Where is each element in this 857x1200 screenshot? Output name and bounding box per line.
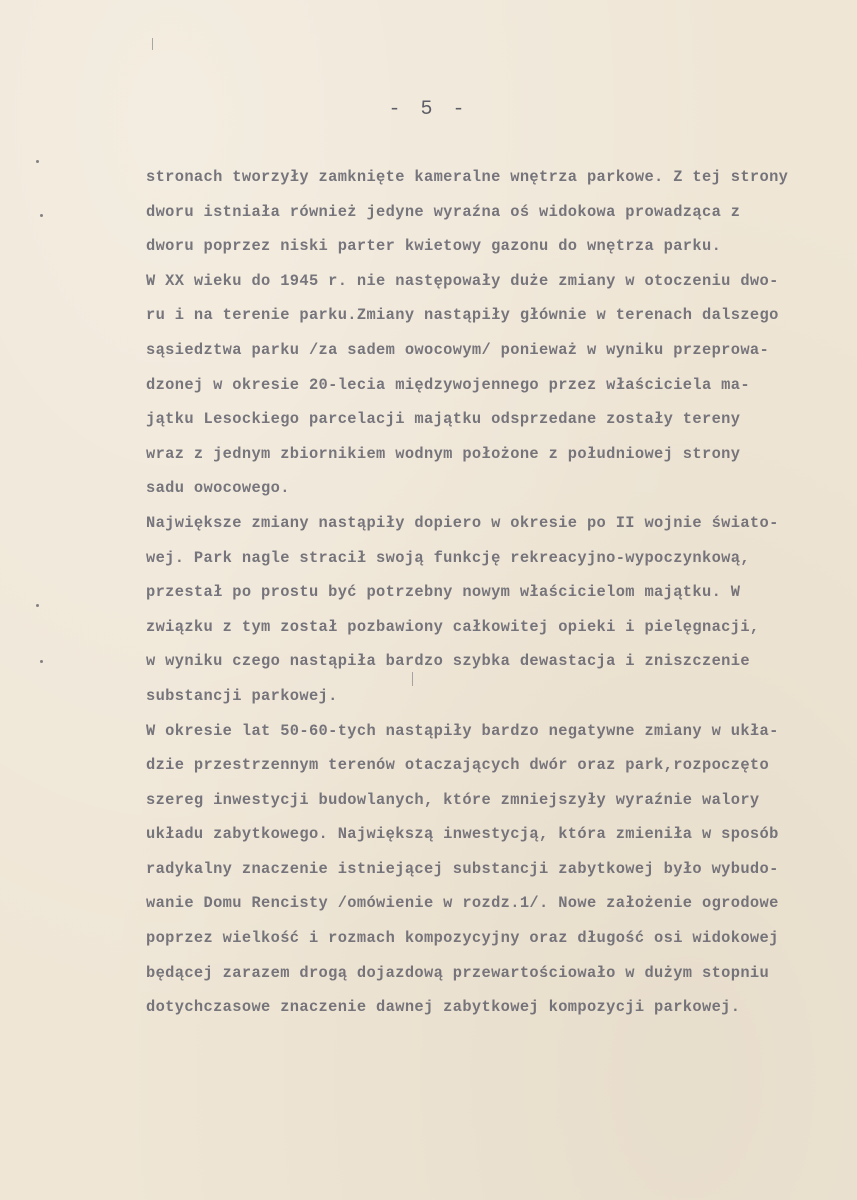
margin-tick xyxy=(412,672,413,686)
text-line: poprzez wielkość i rozmach kompozycyjny oraz długość osi widokowej xyxy=(146,929,779,948)
text-line: wraz z jednym zbiornikiem wodnym położone z południowej strony xyxy=(146,444,741,463)
text-line: będącej zarazem drogą dojazdową przewartościowało w dużym stopniu xyxy=(146,963,770,982)
text-line: szereg inwestycji budowlanych, które zmniejszyły wyraźnie walory xyxy=(146,790,760,809)
text-line: dzie przestrzennym terenów otaczających dwór oraz park,rozpoczęto xyxy=(146,756,770,775)
text-line: układu zabytkowego. Największą inwestycją, która zmieniła w sposób xyxy=(146,825,779,844)
text-line: jątku Lesockiego parcelacji majątku odsprzedane zostały tereny xyxy=(146,410,741,429)
text-line: dworu poprzez niski parter kwietowy gazonu do wnętrza parku. xyxy=(146,237,722,256)
text-line: radykalny znaczenie istniejącej substancji zabytkowej było wybudo- xyxy=(146,859,779,878)
body-text xyxy=(146,160,856,1025)
text-line: dworu istniała również jedyne wyraźna oś widokowa prowadząca z xyxy=(146,202,741,221)
text-line: Największe zmiany nastąpiły dopiero w okresie po II wojnie świato- xyxy=(146,513,779,532)
text-line: dzonej w okresie 20-lecia międzywojennego przez właściciela ma- xyxy=(146,375,750,394)
page-number: - 5 - xyxy=(388,98,469,121)
text-line: wanie Domu Rencisty /omówienie w rozdz.1/. Nowe założenie ogrodowe xyxy=(146,894,779,913)
text-line: sąsiedztwa parku /za sadem owocowym/ ponieważ w wyniku przeprowa- xyxy=(146,340,770,359)
text-line: W XX wieku do 1945 r. nie następowały duże zmiany w otoczeniu dwo- xyxy=(146,271,779,290)
text-line: związku z tym został pozbawiony całkowitej opieki i pielęgnacji, xyxy=(146,617,760,636)
text-line: stronach tworzyły zamknięte kameralne wnętrza parkowe. Z tej strony xyxy=(146,168,789,186)
text-line: W okresie lat 50-60-tych nastąpiły bardzo negatywne zmiany w ukła- xyxy=(146,721,779,740)
margin-speck xyxy=(40,214,43,217)
text-line: przestał po prostu być potrzebny nowym właścicielom majątku. W xyxy=(146,583,741,602)
text-line: sadu owocowego. xyxy=(146,479,290,498)
margin-speck xyxy=(40,660,43,663)
text-line: wej. Park nagle stracił swoją funkcję rekreacyjno-wypoczynkową, xyxy=(146,548,750,567)
text-line: substancji parkowej. xyxy=(146,686,338,705)
margin-speck xyxy=(36,160,39,163)
margin-tick xyxy=(152,38,153,50)
text-line: ru i na terenie parku.Zmiany nastąpiły głównie w terenach dalszego xyxy=(146,306,779,325)
text-line: dotychczasowe znaczenie dawnej zabytkowej kompozycji parkowej. xyxy=(146,998,741,1017)
text-line: w wyniku czego nastąpiła bardzo szybka dewastacja i zniszczenie xyxy=(146,652,750,671)
margin-speck xyxy=(36,604,39,607)
